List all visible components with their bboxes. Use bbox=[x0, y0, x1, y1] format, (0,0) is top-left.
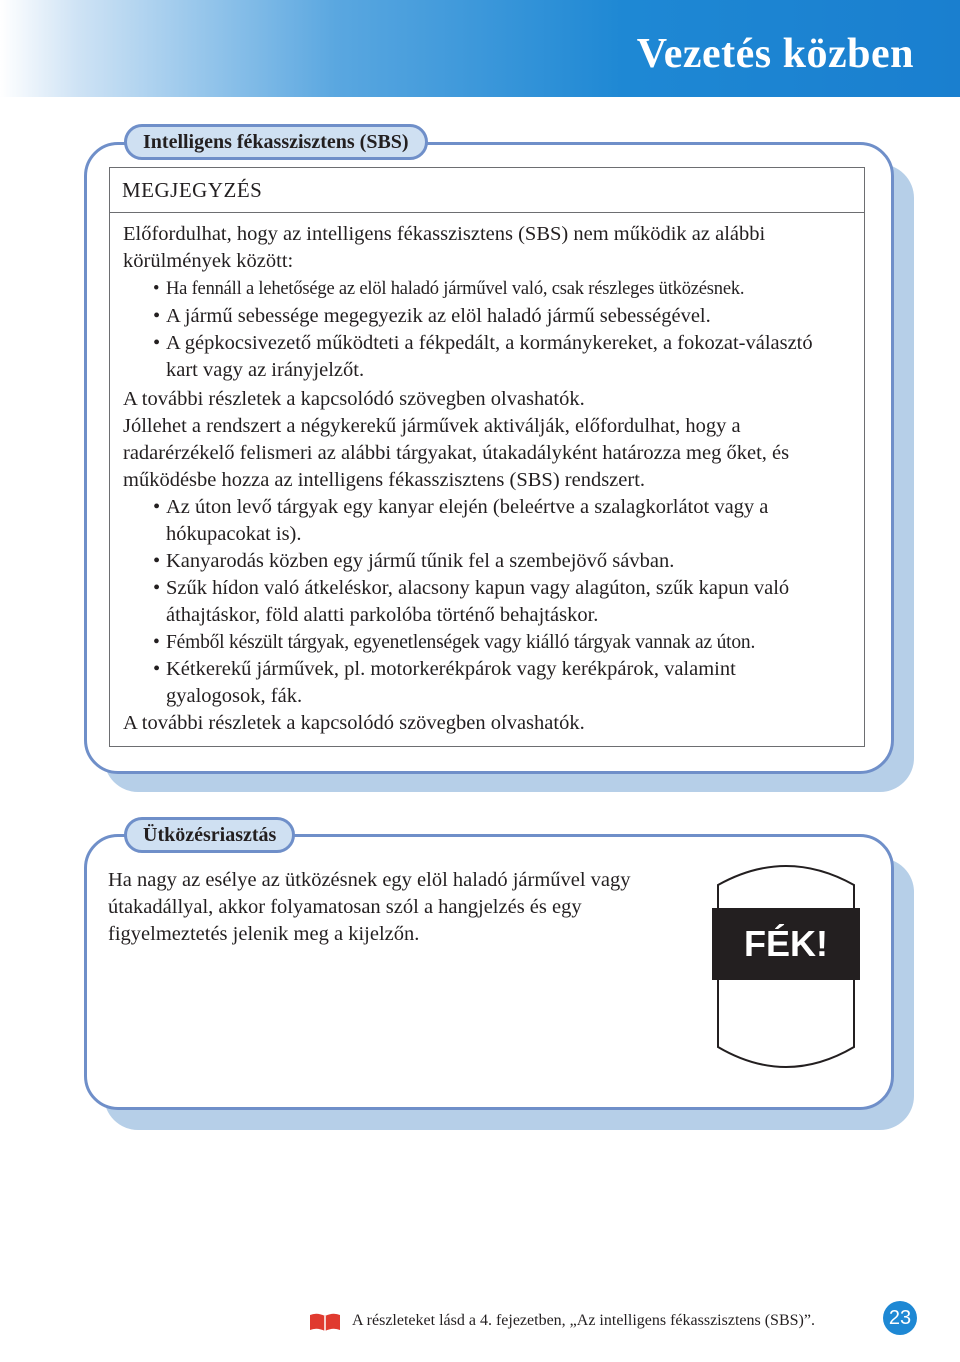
list-item: • Kanyarodás közben egy jármű tűnik fel a szembejövő sávban. bbox=[153, 550, 675, 572]
list-item-text: Ha fennáll a lehetősége az elöl haladó járművel való, csak részleges ütközésnek. bbox=[166, 279, 745, 299]
display-warning-label: FÉK! bbox=[744, 923, 828, 964]
list-item: • A jármű sebessége megegyezik az elöl haladó jármű sebességével. bbox=[153, 305, 711, 327]
list-item-text: A gépkocsivezető működteti a fékpedált, a kormánykereket, a fokozat-választó kart vagy az irányjelzőt. bbox=[166, 332, 813, 381]
page-header-band bbox=[0, 0, 960, 97]
list-item-text: Az úton levő tárgyak egy kanyar elején (beleértve a szalagkorlátot vagy a hókupacokat is). bbox=[166, 496, 769, 545]
note-intro: Előfordulhat, hogy az intelligens fékasszisztens (SBS) nem működik az alábbi körülmények között: bbox=[123, 223, 766, 272]
brake-warning-display bbox=[708, 855, 864, 1079]
list-item-text: Kétkerekű járművek, pl. motorkerékpárok vagy kerékpárok, valamint gyalogosok, fák. bbox=[166, 658, 736, 707]
note-more-info: A további részletek a kapcsolódó szövegben olvashatók. bbox=[123, 712, 585, 734]
note-title: MEGJEGYZÉS bbox=[110, 168, 864, 213]
list-item: • Fémből készült tárgyak, egyenetlenségek vagy kiálló tárgyak vannak az úton. bbox=[153, 632, 756, 653]
note-body bbox=[110, 213, 864, 737]
list-item: • Az úton levő tárgyak egy kanyar elején (beleértve a szalagkorlátot vagy a hókupacokat is). bbox=[153, 496, 769, 545]
note-paragraph: Jóllehet a rendszert a négykerekű járművek aktiválják, előfordulhat, hogy a radarérzékelő felismeri az alábbi tárgyakat, útakadályként határozza meg őket, és működésbe hozza az intelligens fékasszisztens (SBS) rendszert. bbox=[123, 415, 790, 491]
collision-warning-text: Ha nagy az esélye az ütközésnek egy elöl haladó járművel vagy útakadállyal, akkor folyamatosan szól a hangjelzés és egy figyelmeztetés jelenik meg a kijelzőn. bbox=[108, 869, 631, 945]
note-more-info: A további részletek a kapcsolódó szövegben olvashatók. bbox=[123, 388, 585, 410]
list-item: • Szűk hídon való átkeléskor, alacsony kapun vagy alagúton, szűk kapun való áthajtáskor, föld alatti parkolóba történő behajtáskor. bbox=[153, 577, 790, 626]
list-item: • Kétkerekű járművek, pl. motorkerékpárok vagy kerékpárok, valamint gyalogosok, fák. bbox=[153, 658, 736, 707]
collision-warning-tab: Ütközésriasztás bbox=[124, 817, 295, 853]
list-item: • A gépkocsivezető működteti a fékpedált, a kormánykereket, a fokozat-választó kart vagy az irányjelzőt. bbox=[153, 332, 813, 381]
footer-reference bbox=[312, 1312, 815, 1330]
list-item-text: A jármű sebessége megegyezik az elöl haladó jármű sebességével. bbox=[166, 305, 711, 327]
page-number: 23 bbox=[883, 1301, 917, 1335]
list-item-text: Kanyarodás közben egy jármű tűnik fel a szembejövő sávban. bbox=[166, 550, 675, 572]
page-title: Vezetés közben bbox=[636, 31, 914, 77]
sbs-section-tab: Intelligens fékasszisztens (SBS) bbox=[124, 124, 428, 160]
list-item: • Ha fennáll a lehetősége az elöl haladó járművel való, csak részleges ütközésnek. bbox=[153, 279, 745, 299]
footer-reference-text: A részleteket lásd a 4. fejezetben, „Az intelligens fékasszisztens (SBS)”. bbox=[352, 1312, 815, 1329]
note-box bbox=[109, 167, 865, 747]
list-item-text: Szűk hídon való átkeléskor, alacsony kapun vagy alagúton, szűk kapun való áthajtáskor, föld alatti parkolóba történő behajtáskor. bbox=[166, 577, 790, 626]
list-item-text: Fémből készült tárgyak, egyenetlenségek vagy kiálló tárgyak vannak az úton. bbox=[166, 632, 756, 653]
